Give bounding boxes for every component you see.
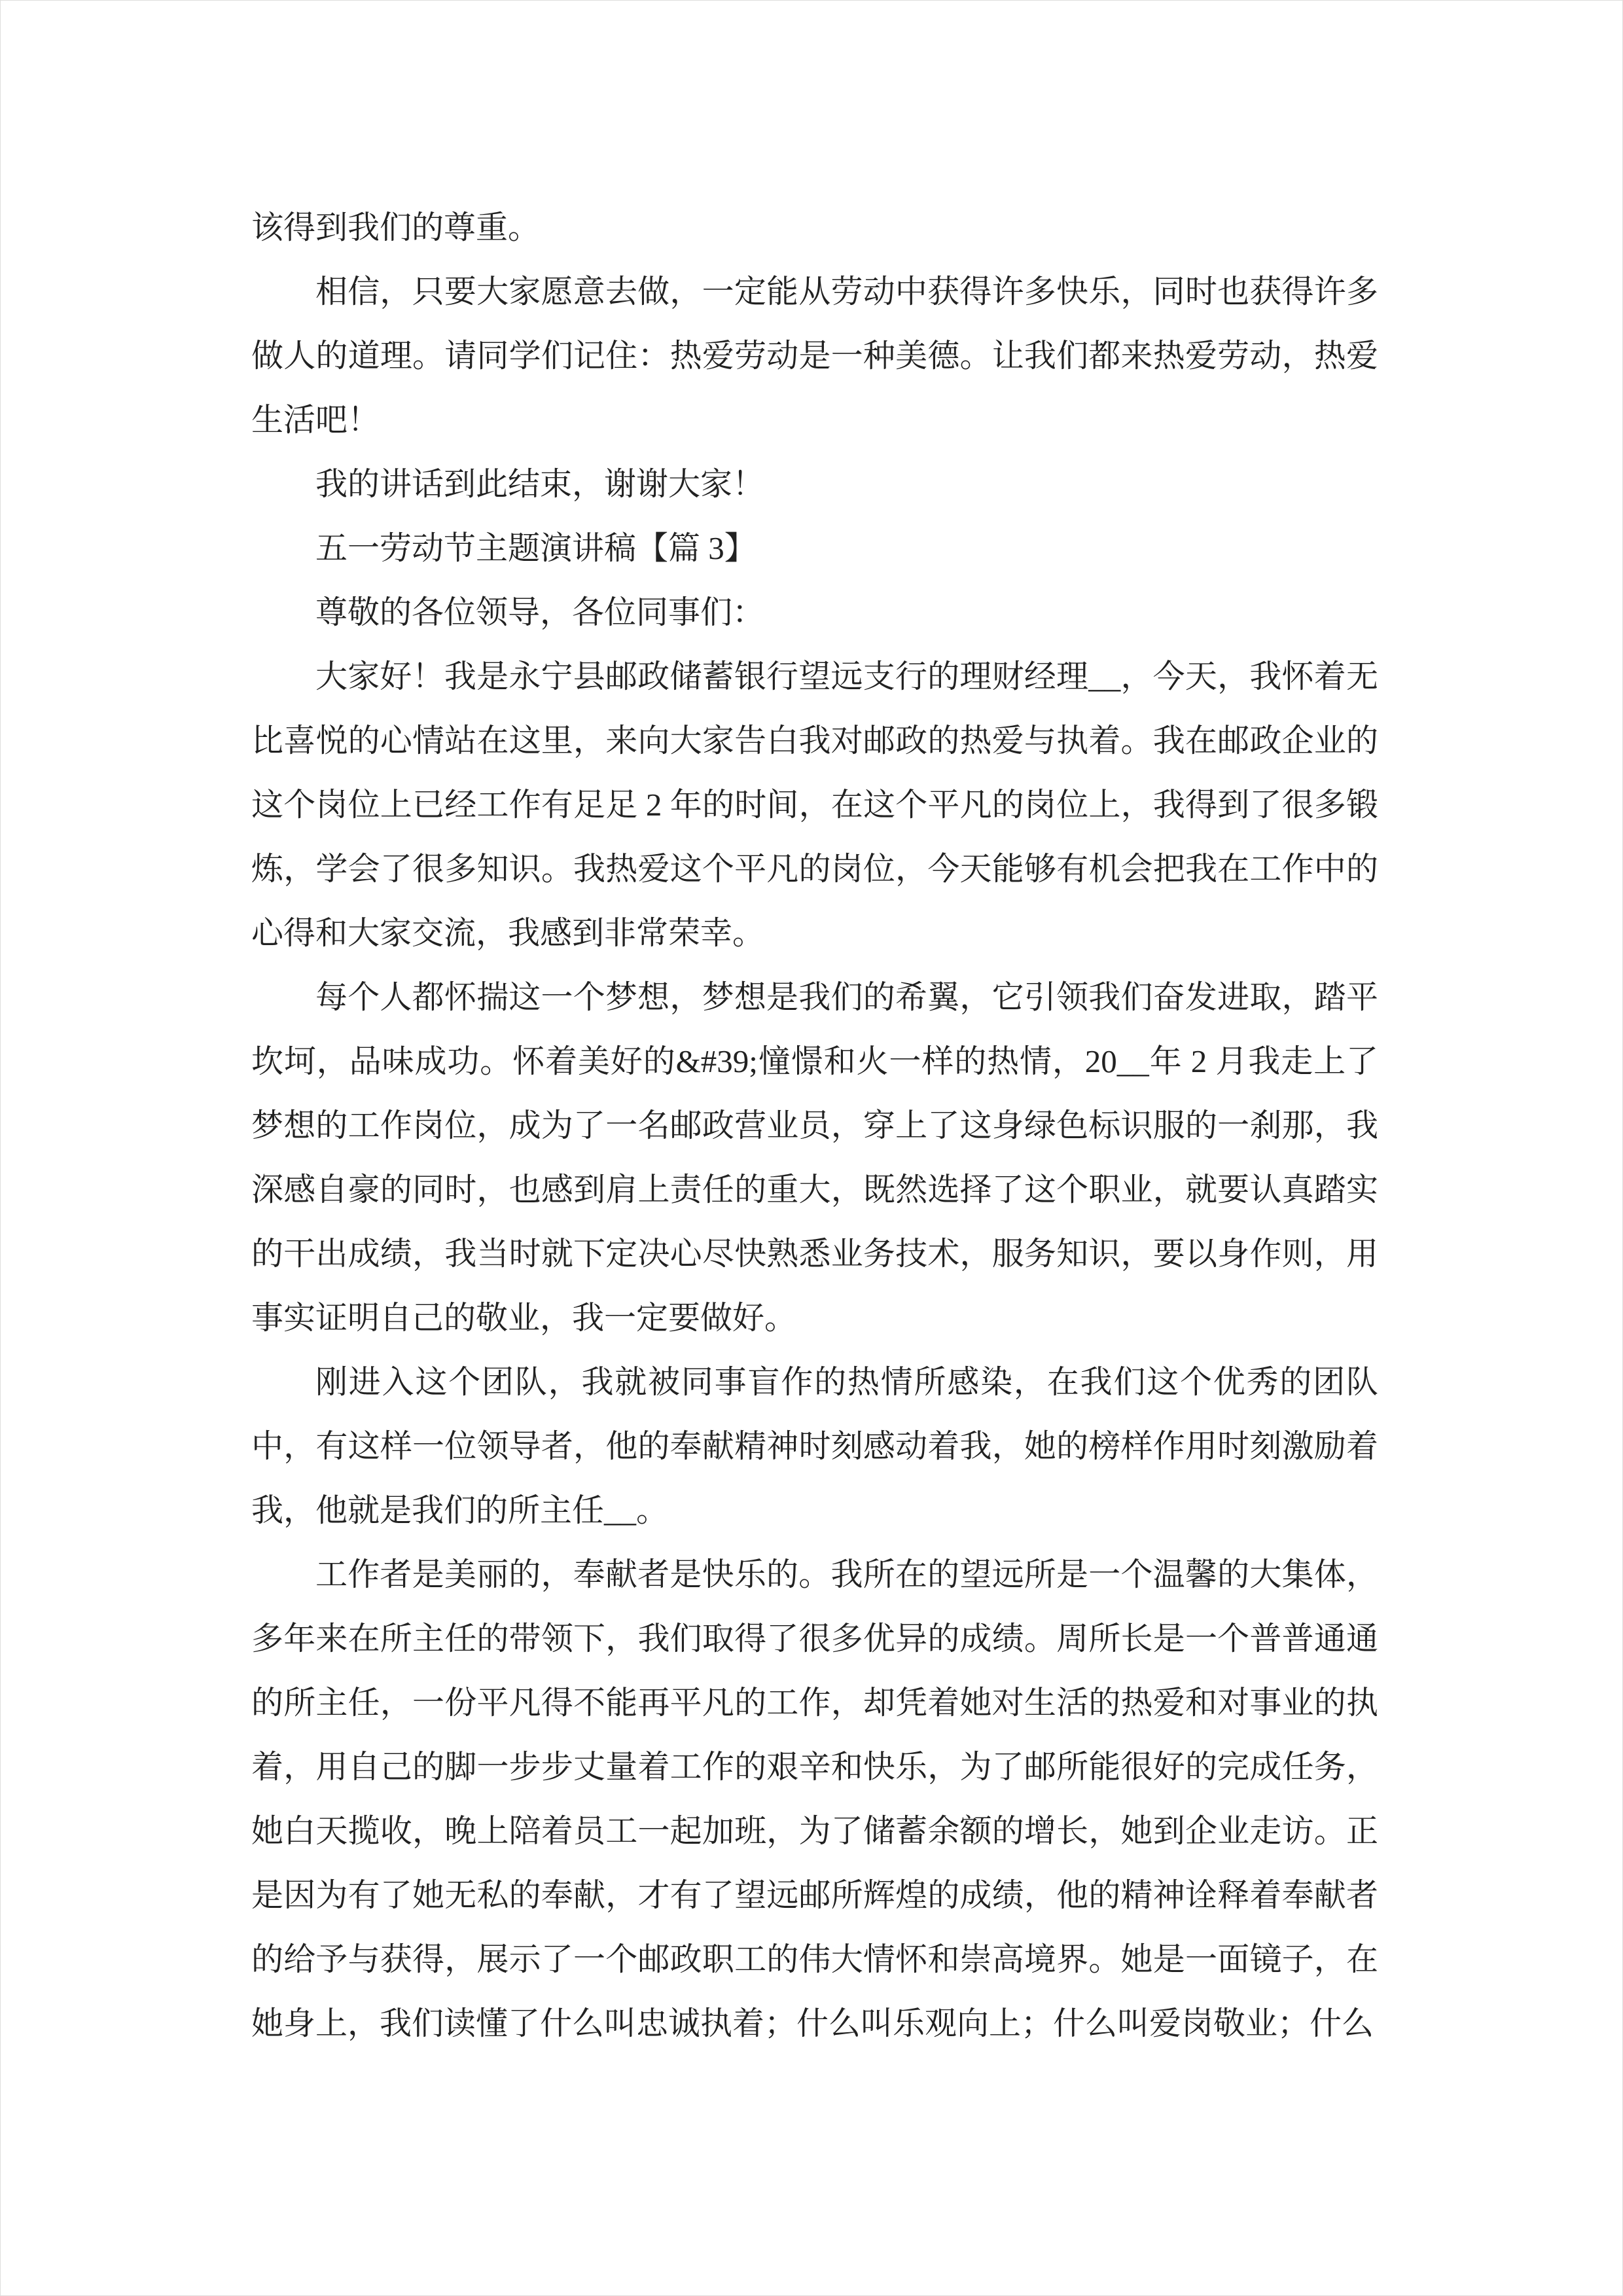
paragraph: 刚进入这个团队，我就被同事盲作的热情所感染，在我们这个优秀的团队中，有这样一位领导者，他的奉献精神时刻感动着我，她的榜样作用时刻激励着我，他就是我们的所主任__。 bbox=[251, 1364, 1378, 1528]
document-content bbox=[251, 196, 1378, 2056]
paragraph: 大家好！我是永宁县邮政储蓄银行望远支行的理财经理__，今天，我怀着无比喜悦的心情站在这里，来向大家告白我对邮政的热爱与执着。我在邮政企业的这个岗位上已经工作有足足 2 年的时间，在这个平凡的岗位上，我得到了很多锻炼，学会了很多知识。我热爱这个平凡的岗位，今天能够有机会把我在工作中的心得和大家交流，我感到非常荣幸。 bbox=[251, 658, 1378, 951]
paragraph: 工作者是美丽的，奉献者是快乐的。我所在的望远所是一个温馨的大集体，多年来在所主任的带领下，我们取得了很多优异的成绩。周所长是一个普普通通的所主任，一份平凡得不能再平凡的工作，却凭着她对生活的热爱和对事业的执着，用自己的脚一步步丈量着工作的艰辛和快乐，为了邮所能很好的完成任务，她白天揽收，晚上陪着员工一起加班，为了储蓄余额的增长，她到企业走访。正是因为有了她无私的奉献，才有了望远邮所辉煌的成绩，他的精神诠释着奉献者的给予与获得，展示了一个邮政职工的伟大情怀和崇高境界。她是一面镜子，在她身上，我们读懂了什么叫忠诚执着；什么叫乐观向上；什么叫爱岗敬业；什么 bbox=[251, 1556, 1378, 2041]
paragraph: 相信，只要大家愿意去做，一定能从劳动中获得许多快乐，同时也获得许多做人的道理。请同学们记住：热爱劳动是一种美德。让我们都来热爱劳动，热爱生活吧！ bbox=[251, 274, 1378, 438]
paragraph-continuation: 该得到我们的尊重。 bbox=[251, 209, 541, 245]
salutation: 尊敬的各位领导，各位同事们： bbox=[315, 594, 765, 630]
section-title: 五一劳动节主题演讲稿【篇 3】 bbox=[315, 530, 757, 566]
paragraph: 每个人都怀揣这一个梦想，梦想是我们的希翼，它引领我们奋发进取，踏平坎坷，品味成功。怀着美好的&#39;憧憬和火一样的热情，20__年 2 月我走上了梦想的工作岗位，成为了一名邮政营业员，穿上了这身绿色标识服的一刹那，我深感自豪的同时，也感到肩上责任的重大，既然选择了这个职业，就要认真踏实的干出成绩，我当时就下定决心尽快熟悉业务技术，服务知识，要以身作则，用事实证明自己的敬业，我一定要做好。 bbox=[251, 979, 1378, 1336]
paragraph: 我的讲话到此结束，谢谢大家！ bbox=[315, 466, 765, 502]
